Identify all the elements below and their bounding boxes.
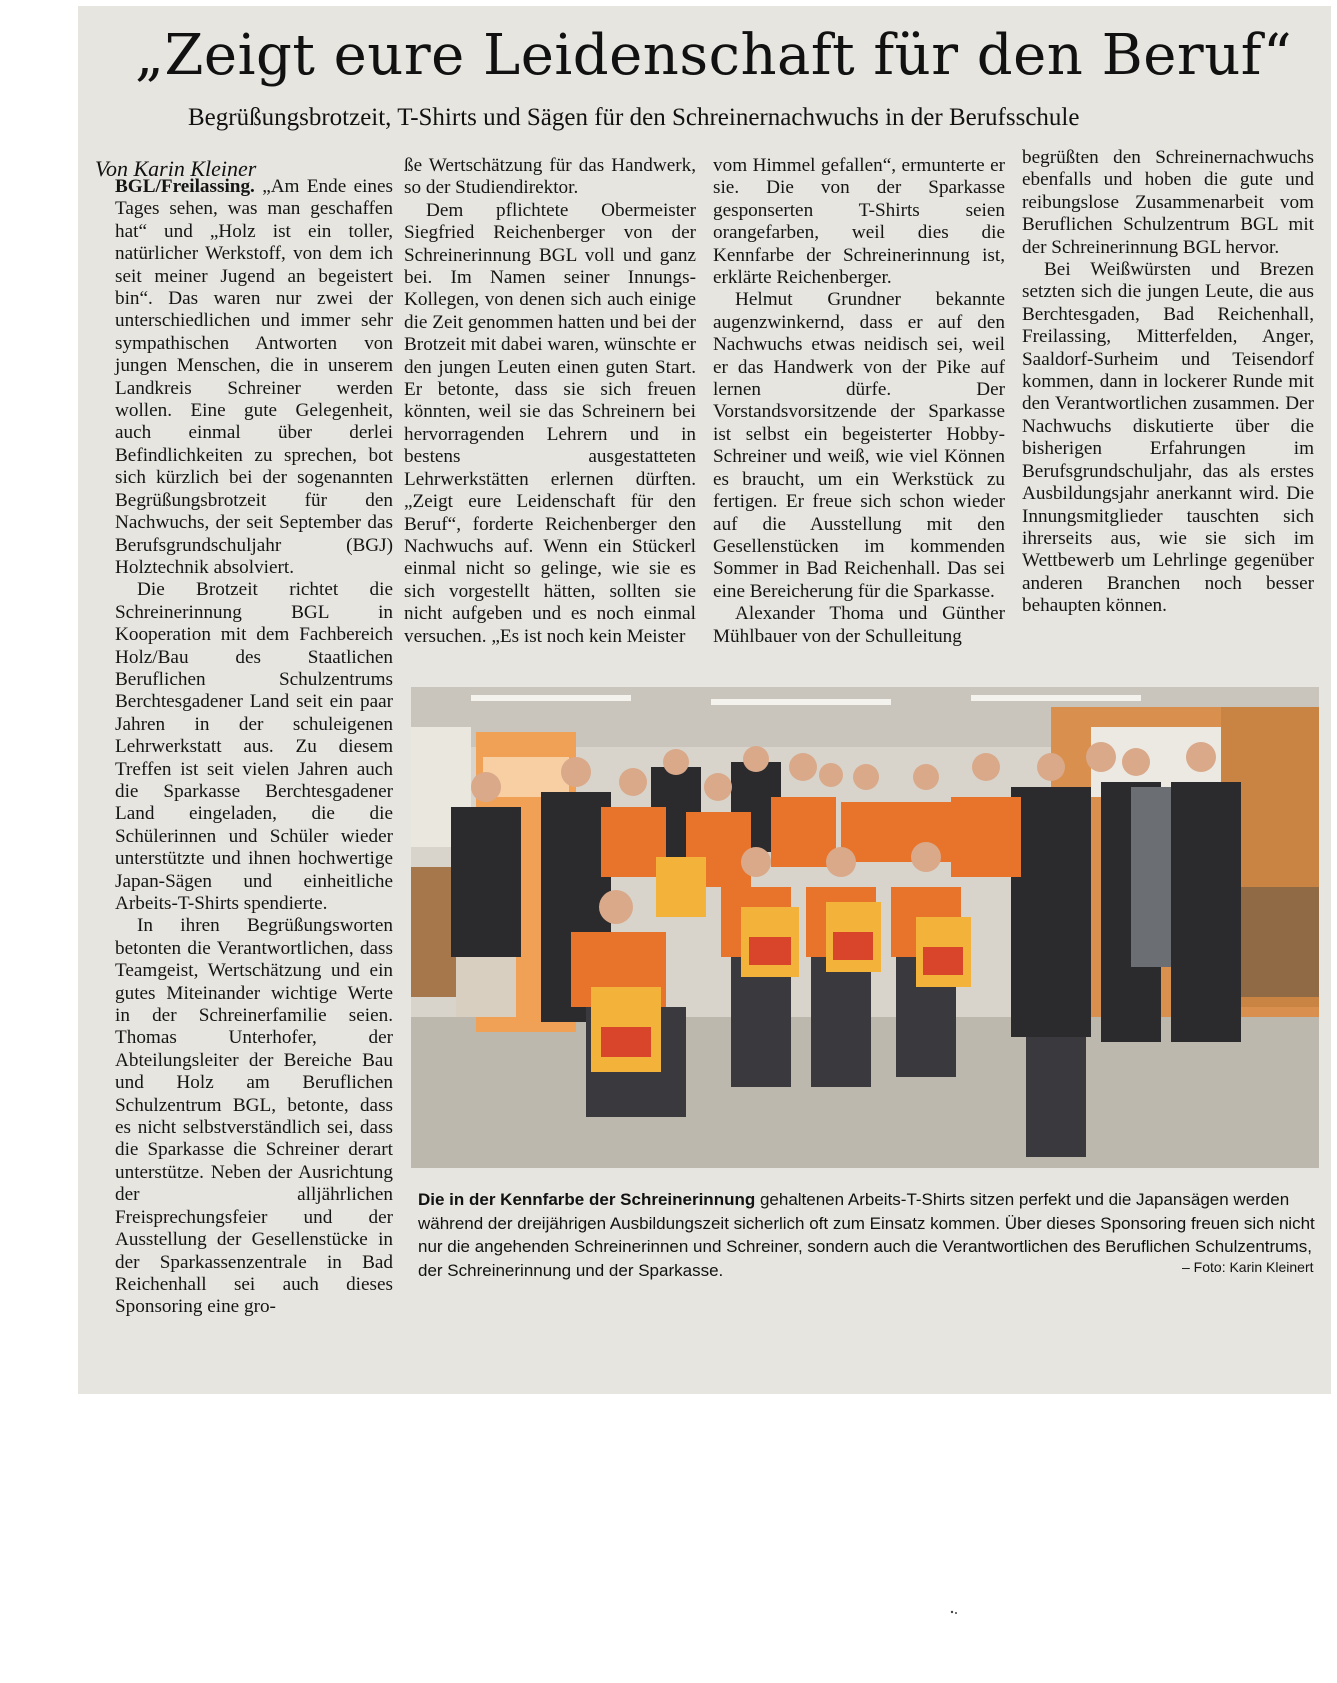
caption-text: gehaltenen Arbeits-T-Shirts sitzen perfekt und die Japansägen werden während der dreijährigen Ausbildungszeit sicherlich oft zum Einsatz kommen. Über dieses Sponsoring freuen sich nicht nur die angehenden Schreinerinnen und Schreiner, sondern auch die Verantwortlichen des Beruflichen Schulzentrums, der Schreinerinnung und der Sparkasse. xyxy=(418,1190,1315,1280)
article-paragraph: ße Wertschätzung für das Handwerk, so der Studiendirektor. xyxy=(404,155,696,199)
article-column-2 xyxy=(404,155,696,648)
article-column-1 xyxy=(115,176,393,1319)
article-headline: „Zeigt eure Leidenschaft für den Beruf“ xyxy=(135,23,1293,88)
article-dateline: BGL/Freilassing. xyxy=(115,176,255,197)
article-subheadline: Begrüßungsbrotzeit, T-Shirts und Sägen für den Schreinernachwuchs in der Berufsschule xyxy=(188,104,1080,131)
article-paragraph: Bei Weißwürsten und Brezen setzten sich die jungen Leute, die aus Berchtesgaden, Bad Reichenhall, Freilassing, Mitterfelden, Anger, Saaldorf-Surheim und Teisendorf kommen, dann in lockerer Runde mit den Verantwortlichen zusammen. Der Nachwuchs diskutierte über die bisherigen Erfahrungen im Berufsgrundschuljahr, das als erstes Ausbildungsjahr anerkannt wird. Die Innungsmitglieder tauschten sich ihrerseits aus, wie sie sich im Wettbewerb um Lehrlinge gegenüber anderen Branchen noch besser behaupten können. xyxy=(1022,259,1314,617)
photo-credit: – Foto: Karin Kleinert xyxy=(1182,1259,1314,1275)
article-paragraph: Die Brotzeit richtet die Schreinerinnung BGL in Kooperation mit dem Fachbereich Holz/Bau des Staatlichen Beruflichen Schulzentrums Berchtesgadener Land seit ein paar Jahren in der schuleigenen Lehrwerkstatt aus. Zu diesem Treffen ist seit vielen Jahren auch die Sparkasse Berchtesgadener Land eingeladen, die die Schülerinnen und Schüler wieder unterstützte und ihnen hochwertige Japan-Sägen und einheitliche Arbeits-T-Shirts spendierte. xyxy=(115,579,393,914)
article-paragraph xyxy=(115,176,393,579)
group-photo-image xyxy=(411,687,1319,1168)
article-paragraph: Alexander Thoma und Günther Mühlbauer von der Schulleitung xyxy=(713,603,1005,647)
scan-speck xyxy=(950,1610,958,1614)
article-paragraph-text: „Am Ende eines Tages sehen, was man geschaffen hat“ und „Holz ist ein toller, natürlicher Werkstoff, von dem ich seit meiner Jugend an begeistert bin“. Das waren nur zwei der unterschiedlichen und immer sehr sympathischen Antworten von jungen Menschen, die in unserem Landkreis Schreiner werden wollen. Eine gute Gelegenheit, auch einmal über derlei Befindlichkeiten zu sprechen, bot sich kürzlich bei der sogenannten Begrüßungsbrotzeit für den Nachwuchs, der seit September das Berufsgrundschuljahr (BGJ) Holztechnik absolviert. xyxy=(115,176,394,578)
article-paragraph: In ihren Begrüßungsworten betonten die Verantwortlichen, dass Teamgeist, Wertschätzung und ein gutes Miteinander wichtige Werte in der Schreinerfamilie seien. Thomas Unterhofer, der Abteilungsleiter der Bereiche Bau und Holz am Beruflichen Schulzentrum BGL, betonte, dass es nicht selbstverständlich sei, dass die Sparkasse die Schreiner derart unterstütze. Neben der Ausrichtung der alljährlichen Freisprechungsfeier und der Ausstellung der Gesellenstücke in der Sparkassenzentrale in Bad Reichenhall sei auch dieses Sponsoring eine gro- xyxy=(115,915,393,1318)
group-photo xyxy=(411,687,1319,1168)
article-column-4 xyxy=(1022,147,1314,618)
article-paragraph: Helmut Grundner bekannte augenzwinkernd, dass er auf den Nachwuchs etwas neidisch sei, weil er das Handwerk von der Pike auf lernen dürfe. Der Vorstandsvorsitzende der Sparkasse ist selbst ein begeisterter Hobby-Schreiner und weiß, wie viel Können es braucht, um ein Werkstück zu fertigen. Er freue sich schon wieder auf die Ausstellung mit den Gesellenstücken im kommenden Sommer in Bad Reichenhall. Das sei eine Bereicherung für die Sparkasse. xyxy=(713,289,1005,602)
article-paragraph: begrüßten den Schreinernachwuchs ebenfalls und hoben die gute und reibungslose Zusammenarbeit vom Beruflichen Schulzentrum BGL mit der Schreinerinnung BGL hervor. xyxy=(1022,147,1314,258)
article-byline: Von Karin Kleiner xyxy=(95,156,257,181)
article-paragraph: Dem pflichtete Obermeister Siegfried Reichenberger von der Schreinerinnung BGL voll und ganz bei. Im Namen seiner Innungs-Kollegen, von denen sich auch einige die Zeit genommen hatten und bei der Brotzeit mit dabei waren, wünschte er den jungen Leuten einen guten Start. Er betonte, dass sie sich freuen könnten, weil sie das Schreinern bei hervorragenden Lehrern und in bestens ausgestatteten Lehrwerkstätten erlernen dürften. „Zeigt eure Leidenschaft für den Beruf“, forderte Reichenberger den Nachwuchs auf. Wenn ein Stückerl einmal nicht so gelinge, wie sie es sich vorgestellt hätten, sollten sie nicht aufgeben und es noch einmal versuchen. „Es ist noch kein Meister xyxy=(404,199,696,647)
caption-lead: Die in der Kennfarbe der Schreinerinnung xyxy=(418,1190,756,1209)
article-paragraph: vom Himmel gefallen“, ermunterte er sie. Die von der Sparkasse gesponserten T-Shirts seien orangefarben, weil dies die Kennfarbe der Schreinerinnung ist, erklärte Reichenberger. xyxy=(713,155,1005,289)
article-column-3 xyxy=(713,155,1005,648)
